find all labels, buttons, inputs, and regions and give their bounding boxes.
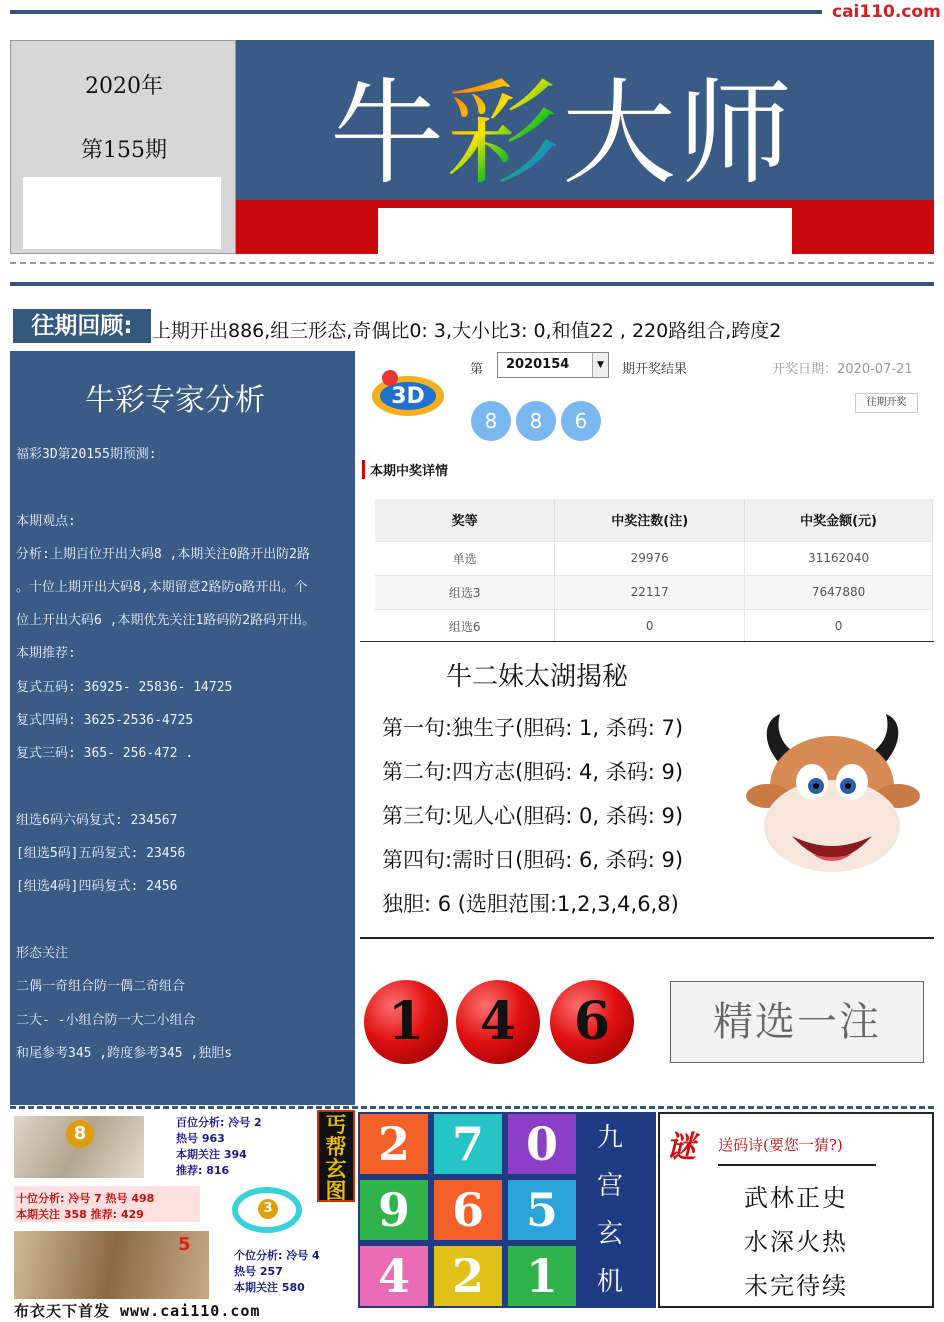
analysis-line: 本期推荐:: [16, 646, 76, 661]
grid-cell: 4: [360, 1246, 428, 1306]
poem-underline: [718, 1164, 876, 1166]
grid-cell: 1: [508, 1246, 576, 1306]
units-focus: 本期关注 580: [234, 1281, 305, 1294]
pick-ball: 1: [364, 980, 448, 1064]
bull-mascot-icon: [742, 706, 924, 888]
table-row: [375, 541, 933, 575]
prize-table: [375, 499, 933, 643]
poem-line: 武林正史: [744, 1184, 848, 1212]
dashed-divider: [10, 262, 934, 264]
pick-ball: 6: [550, 980, 634, 1064]
secret-line: 第三句:见人心(胆码: 0, 杀码: 9): [382, 804, 684, 828]
3d-logo-icon: [368, 366, 448, 420]
table-row: [375, 575, 933, 609]
draw-label-prefix: 第: [470, 362, 484, 377]
table-header-row: [375, 499, 933, 541]
analysis-line: 复式四码: 3625-2536-4725: [16, 713, 194, 728]
section-divider: [10, 282, 934, 286]
nine-grid-label: [590, 1114, 630, 1306]
section-divider: [360, 937, 934, 939]
analysis-line: 和尾参考345 ,跨度参考345 ,独胆s: [16, 1046, 233, 1061]
pick-label: 精选一注: [670, 981, 924, 1063]
result-ball: 8: [516, 401, 556, 441]
secret-title: 牛二妹太湖揭秘: [446, 662, 629, 692]
table-cell: 组选3: [375, 575, 555, 609]
result-ball: 8: [471, 401, 511, 441]
table-cell: 组选6: [375, 609, 555, 643]
nine-grid-char: 宫: [596, 1171, 623, 1201]
digit-badge: 8: [66, 1120, 94, 1148]
issue-select-value: 2020154: [506, 357, 570, 372]
tens-focus: 本期关注 358 推荐: 429: [16, 1208, 144, 1221]
tens-analysis: 十位分析: 冷号 7 热号 498: [16, 1192, 155, 1205]
analysis-line: 复式三码: 365- 256-472 .: [16, 746, 194, 761]
prize-detail-title: 本期中奖详情: [362, 460, 448, 479]
poem-panel: [658, 1112, 934, 1308]
analysis-line: 。十位上期开出大码8,本期留意2路防o路开出。个: [16, 580, 308, 595]
title-char-1: 牛: [330, 67, 447, 200]
analysis-line: 二偶一奇组合防一偶二奇组合: [16, 979, 186, 994]
digit-badge: 5: [178, 1234, 191, 1255]
grid-cell: 9: [360, 1180, 428, 1240]
nine-grid-char: 玄: [596, 1219, 623, 1249]
table-row: [375, 609, 933, 643]
analysis-line: 分析:上期百位开出大码8 ,本期关注0路开出防2路: [16, 547, 310, 562]
table-header: 奖等: [375, 499, 555, 541]
dashed-divider: [10, 1106, 934, 1109]
analysis-title: 牛彩专家分析: [85, 383, 265, 418]
issue-panel: [10, 40, 236, 254]
issue-year: 2020年: [85, 74, 163, 99]
hundreds-focus: 本期关注 394: [176, 1148, 247, 1161]
table-cell: 0: [555, 609, 745, 643]
footer-credit: 布衣天下首发 www.cai110.com: [14, 1302, 261, 1320]
top-divider: [10, 10, 822, 14]
nine-grid-char: 九: [596, 1123, 623, 1153]
analysis-line: 二大- -小组合防一大二小组合: [16, 1013, 196, 1028]
secret-line: 第一句:独生子(胆码: 1, 杀码: 7): [382, 716, 684, 740]
analysis-line: [组选5码]五码复式: 23456: [16, 846, 186, 861]
title-char-2: 彩: [446, 67, 563, 200]
chevron-down-icon[interactable]: ▼: [592, 353, 608, 377]
riddle-badge: 谜: [666, 1130, 696, 1165]
secret-line: 独胆: 6 (选胆范围:1,2,3,4,6,8): [382, 892, 679, 916]
table-header: 中奖金额(元): [745, 499, 933, 541]
draw-label-suffix: 期开奖结果: [622, 362, 688, 377]
table-cell: 7647880: [745, 575, 933, 609]
digit-badge: 3: [258, 1199, 278, 1219]
grid-cell: 6: [434, 1180, 502, 1240]
issue-select[interactable]: [497, 352, 609, 378]
analysis-line: [组选4码]四码复式: 2456: [16, 879, 178, 894]
review-label: 往期回顾:: [13, 309, 151, 343]
grid-cell: 0: [508, 1114, 576, 1174]
table-divider: [360, 641, 934, 642]
analysis-line: 组选6码六码复式: 234567: [16, 813, 178, 828]
digit-ring: [232, 1187, 302, 1233]
grid-cell: 7: [434, 1114, 502, 1174]
grid-cell: 5: [508, 1180, 576, 1240]
table-cell: 29976: [555, 541, 745, 575]
title-char-4: 师: [678, 67, 795, 200]
svg-text:3D: 3D: [391, 384, 425, 409]
poem-line: 未完待续: [744, 1272, 848, 1300]
analysis-line: 位上开出大码6 ,本期优先关注1路码防2路码开出。: [16, 613, 316, 628]
page-title: [330, 42, 794, 206]
history-draws-button[interactable]: 往期开奖: [855, 393, 918, 413]
site-watermark: cai110.com: [832, 2, 941, 22]
analysis-line: 形态关注: [16, 946, 69, 961]
table-cell: 22117: [555, 575, 745, 609]
review-text: 上期开出886,组三形态,奇偶比0: 3,大小比3: 0,和值22 , 220路组合,跨度2: [152, 320, 782, 342]
issue-number: 第155期: [81, 138, 167, 163]
units-analysis: 个位分析: 冷号 4: [234, 1249, 320, 1262]
title-red-band-window: [378, 208, 792, 254]
expert-analysis-panel: [10, 351, 355, 1105]
nine-grid-char: 机: [596, 1267, 623, 1297]
analysis-line: 本期观点:: [16, 514, 76, 529]
title-char-3: 大: [562, 67, 679, 200]
poem-line: 水深火热: [744, 1228, 848, 1256]
secret-line: 第四句:需时日(胆码: 6, 杀码: 9): [382, 848, 684, 872]
units-hot: 热号 257: [234, 1265, 283, 1278]
hundreds-hot: 热号 963: [176, 1132, 225, 1145]
hundreds-recommend: 推荐: 816: [176, 1164, 230, 1177]
table-cell: 31162040: [745, 541, 933, 575]
table-cell: 0: [745, 609, 933, 643]
issue-blank-box: [23, 177, 221, 249]
pick-ball: 4: [456, 980, 540, 1064]
analysis-line: 福彩3D第20155期预测:: [16, 447, 157, 462]
table-header: 中奖注数(注): [555, 499, 745, 541]
poem-heading: 送码诗(要您一猜?): [718, 1136, 843, 1154]
hundreds-analysis: 百位分析: 冷号 2: [176, 1116, 262, 1129]
draw-date: 开奖日期：2020-07-21: [772, 362, 913, 377]
vertical-banner: 丐帮玄图: [317, 1110, 355, 1202]
table-cell: 单选: [375, 541, 555, 575]
result-ball: 6: [561, 401, 601, 441]
analysis-line: 复式五码: 36925- 25836- 14725: [16, 680, 233, 695]
grid-cell: 2: [434, 1246, 502, 1306]
secret-line: 第二句:四方志(胆码: 4, 杀码: 9): [382, 760, 684, 784]
grid-cell: 2: [360, 1114, 428, 1174]
